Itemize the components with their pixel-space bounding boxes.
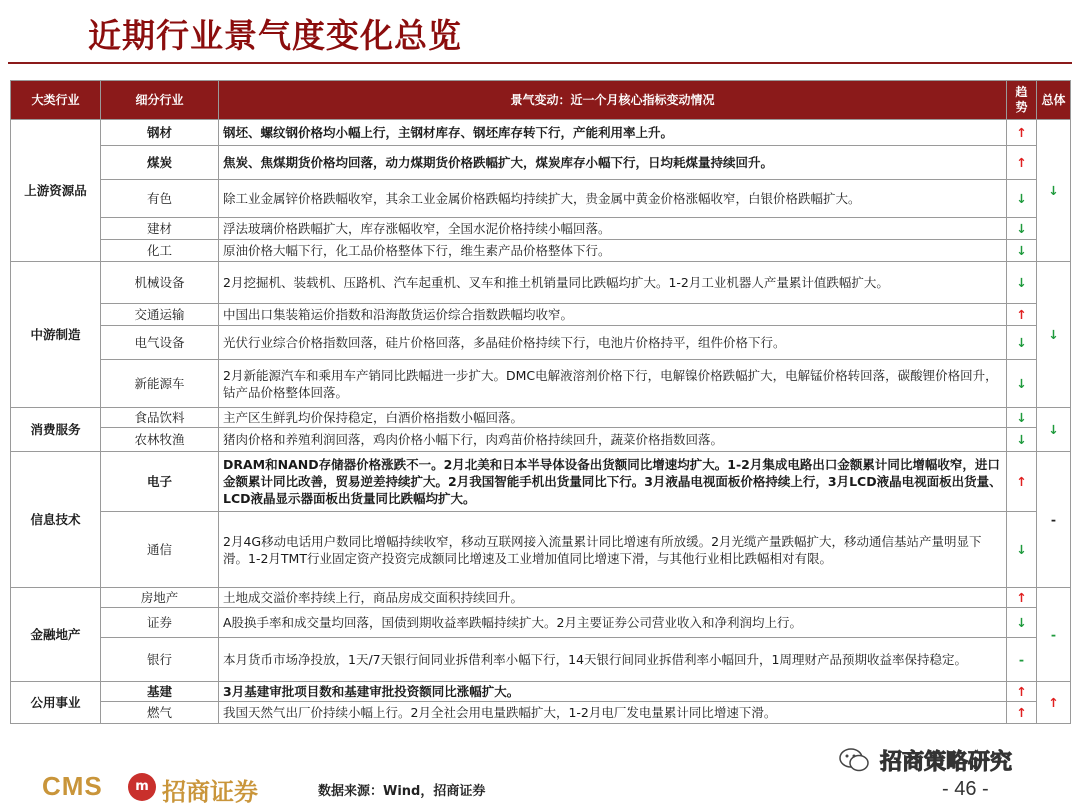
watermark-text: 招商策略研究 xyxy=(880,750,1013,775)
total-flat-icon: - xyxy=(1037,588,1071,682)
trend-up-icon: ↑ xyxy=(1007,452,1037,512)
trend-down-icon: ↓ xyxy=(1007,240,1037,262)
subcategory-cell: 农林牧渔 xyxy=(101,428,219,452)
subcategory-cell: 银行 xyxy=(101,638,219,682)
table-row xyxy=(11,638,1071,682)
table-row xyxy=(11,326,1071,360)
subcategory-cell: 电气设备 xyxy=(101,326,219,360)
table-header-row xyxy=(11,81,1071,120)
trend-down-icon: ↓ xyxy=(1007,326,1037,360)
subcategory-cell: 化工 xyxy=(101,240,219,262)
subcategory-cell: 建材 xyxy=(101,218,219,240)
total-flat-icon: - xyxy=(1037,452,1071,588)
trend-down-icon: ↓ xyxy=(1007,218,1037,240)
description-cell: DRAM和NAND存储器价格涨跌不一。2月北美和日本半导体设备出货额同比增速均扩大。1-2月集成电路出口金额累计同比增幅收窄，进口金额累计同比改善，贸易逆差持续扩大。2月我国智能手机出货量同比下行。3月液晶电视面板价格持续上行，3月LCD液晶电视面板出货量、LCD液晶显示器面板出货量同比跌幅均扩大。 xyxy=(219,452,1007,512)
trend-up-icon: ↑ xyxy=(1007,120,1037,146)
table-row xyxy=(11,702,1071,724)
description-cell: 2月挖掘机、装载机、压路机、汽车起重机、叉车和推土机销量同比跌幅均扩大。1-2月工业机器人产量累计值跌幅扩大。 xyxy=(219,262,1007,304)
table-row xyxy=(11,608,1071,638)
table-row xyxy=(11,262,1071,304)
trend-down-icon: ↓ xyxy=(1007,428,1037,452)
category-cell: 消费服务 xyxy=(11,408,101,452)
description-cell: 主产区生鲜乳均价保持稳定，白酒价格指数小幅回落。 xyxy=(219,408,1007,428)
description-cell: 猪肉价格和养殖利润回落，鸡肉价格小幅下行，肉鸡苗价格持续回升，蔬菜价格指数回落。 xyxy=(219,428,1007,452)
industry-table xyxy=(10,80,1071,724)
total-down-icon: ↓ xyxy=(1037,120,1071,262)
description-cell: 浮法玻璃价格跌幅扩大，库存涨幅收窄，全国水泥价格持续小幅回落。 xyxy=(219,218,1007,240)
trend-up-icon: ↑ xyxy=(1007,588,1037,608)
description-cell: 除工业金属锌价格跌幅收窄，其余工业金属价格跌幅均持续扩大，贵金属中黄金价格涨幅收窄，白银价格跌幅扩大。 xyxy=(219,180,1007,218)
trend-flat-icon: - xyxy=(1007,638,1037,682)
data-source: 数据来源：Wind，招商证券 xyxy=(318,784,486,799)
total-up-icon: ↑ xyxy=(1037,682,1071,724)
description-cell: 原油价格大幅下行，化工品价格整体下行，维生素产品价格整体下行。 xyxy=(219,240,1007,262)
description-cell: A股换手率和成交量均回落，国债到期收益率跌幅持续扩大。2月主要证券公司营业收入和净利润均上行。 xyxy=(219,608,1007,638)
description-cell: 2月新能源汽车和乘用车产销同比跌幅进一步扩大。DMC电解液溶剂价格下行，电解镍价格跌幅扩大，电解锰价格转回落，碳酸锂价格回升，钴产品价格整体回落。 xyxy=(219,360,1007,408)
subcategory-cell: 食品饮料 xyxy=(101,408,219,428)
table-row xyxy=(11,180,1071,218)
title-divider xyxy=(8,62,1072,64)
subcategory-cell: 燃气 xyxy=(101,702,219,724)
trend-down-icon: ↓ xyxy=(1007,408,1037,428)
subcategory-cell: 电子 xyxy=(101,452,219,512)
description-cell: 2月4G移动电话用户数同比增幅持续收窄，移动互联网接入流量累计同比增速有所放缓。2月光缆产量跌幅扩大，移动通信基站产量明显下滑。1-2月TMT行业固定资产投资完成额同比增速及工业增加值同比增速下滑，与其他行业相比跌幅相对有限。 xyxy=(219,512,1007,588)
table-row xyxy=(11,240,1071,262)
page-title: 近期行业景气度变化总览 xyxy=(88,16,462,55)
table-row xyxy=(11,428,1071,452)
category-cell: 上游资源品 xyxy=(11,120,101,262)
subcategory-cell: 机械设备 xyxy=(101,262,219,304)
trend-up-icon: ↑ xyxy=(1007,304,1037,326)
trend-down-icon: ↓ xyxy=(1007,608,1037,638)
subcategory-cell: 基建 xyxy=(101,682,219,702)
header-total: 总体 xyxy=(1037,81,1071,120)
table-row xyxy=(11,304,1071,326)
table-row xyxy=(11,120,1071,146)
category-cell: 公用事业 xyxy=(11,682,101,724)
header-category: 大类行业 xyxy=(11,81,101,120)
description-cell: 钢坯、螺纹钢价格均小幅上行，主钢材库存、钢坯库存转下行，产能利用率上升。 xyxy=(219,120,1007,146)
table-row xyxy=(11,146,1071,180)
company-name: 招商证券 xyxy=(162,777,258,806)
table-row xyxy=(11,682,1071,702)
table-row xyxy=(11,218,1071,240)
subcategory-cell: 交通运输 xyxy=(101,304,219,326)
table-row xyxy=(11,512,1071,588)
wechat-icon xyxy=(838,745,870,775)
description-cell: 光伏行业综合价格指数回落，硅片价格回落，多晶硅价格持续下行，电池片价格持平，组件价格下行。 xyxy=(219,326,1007,360)
header-subcategory: 细分行业 xyxy=(101,81,219,120)
trend-down-icon: ↓ xyxy=(1007,180,1037,218)
subcategory-cell: 钢材 xyxy=(101,120,219,146)
description-cell: 我国天然气出厂价持续小幅上行。2月全社会用电量跌幅扩大，1-2月电厂发电量累计同比增速下滑。 xyxy=(219,702,1007,724)
table-row xyxy=(11,452,1071,512)
description-cell: 本月货币市场净投放，1天/7天银行间同业拆借利率小幅下行，14天银行间同业拆借利率小幅回升，1周理财产品预期收益率保持稳定。 xyxy=(219,638,1007,682)
page-number: - 46 - xyxy=(942,778,989,800)
header-description: 景气变动：近一个月核心指标变动情况 xyxy=(219,81,1007,120)
description-cell: 土地成交溢价率持续上行，商品房成交面积持续回升。 xyxy=(219,588,1007,608)
wechat-watermark xyxy=(838,743,1064,777)
table-row xyxy=(11,588,1071,608)
subcategory-cell: 证券 xyxy=(101,608,219,638)
trend-down-icon: ↓ xyxy=(1007,512,1037,588)
category-cell: 中游制造 xyxy=(11,262,101,408)
description-cell: 焦炭、焦煤期货价格均回落，动力煤期货价格跌幅扩大，煤炭库存小幅下行，日均耗煤量持续回升。 xyxy=(219,146,1007,180)
logo-badge-icon: m xyxy=(128,773,156,801)
subcategory-cell: 煤炭 xyxy=(101,146,219,180)
subcategory-cell: 通信 xyxy=(101,512,219,588)
subcategory-cell: 房地产 xyxy=(101,588,219,608)
description-cell: 中国出口集装箱运价指数和沿海散货运价综合指数跌幅均收窄。 xyxy=(219,304,1007,326)
total-down-icon: ↓ xyxy=(1037,408,1071,452)
description-cell: 3月基建审批项目数和基建审批投资额同比涨幅扩大。 xyxy=(219,682,1007,702)
trend-up-icon: ↑ xyxy=(1007,146,1037,180)
total-down-icon: ↓ xyxy=(1037,262,1071,408)
table-row xyxy=(11,360,1071,408)
trend-up-icon: ↑ xyxy=(1007,682,1037,702)
trend-up-icon: ↑ xyxy=(1007,702,1037,724)
cms-logo: CMS xyxy=(42,771,103,801)
header-trend: 趋势 xyxy=(1007,81,1037,120)
trend-down-icon: ↓ xyxy=(1007,360,1037,408)
category-cell: 金融地产 xyxy=(11,588,101,682)
subcategory-cell: 新能源车 xyxy=(101,360,219,408)
subcategory-cell: 有色 xyxy=(101,180,219,218)
table-row xyxy=(11,408,1071,428)
trend-down-icon: ↓ xyxy=(1007,262,1037,304)
category-cell: 信息技术 xyxy=(11,452,101,588)
